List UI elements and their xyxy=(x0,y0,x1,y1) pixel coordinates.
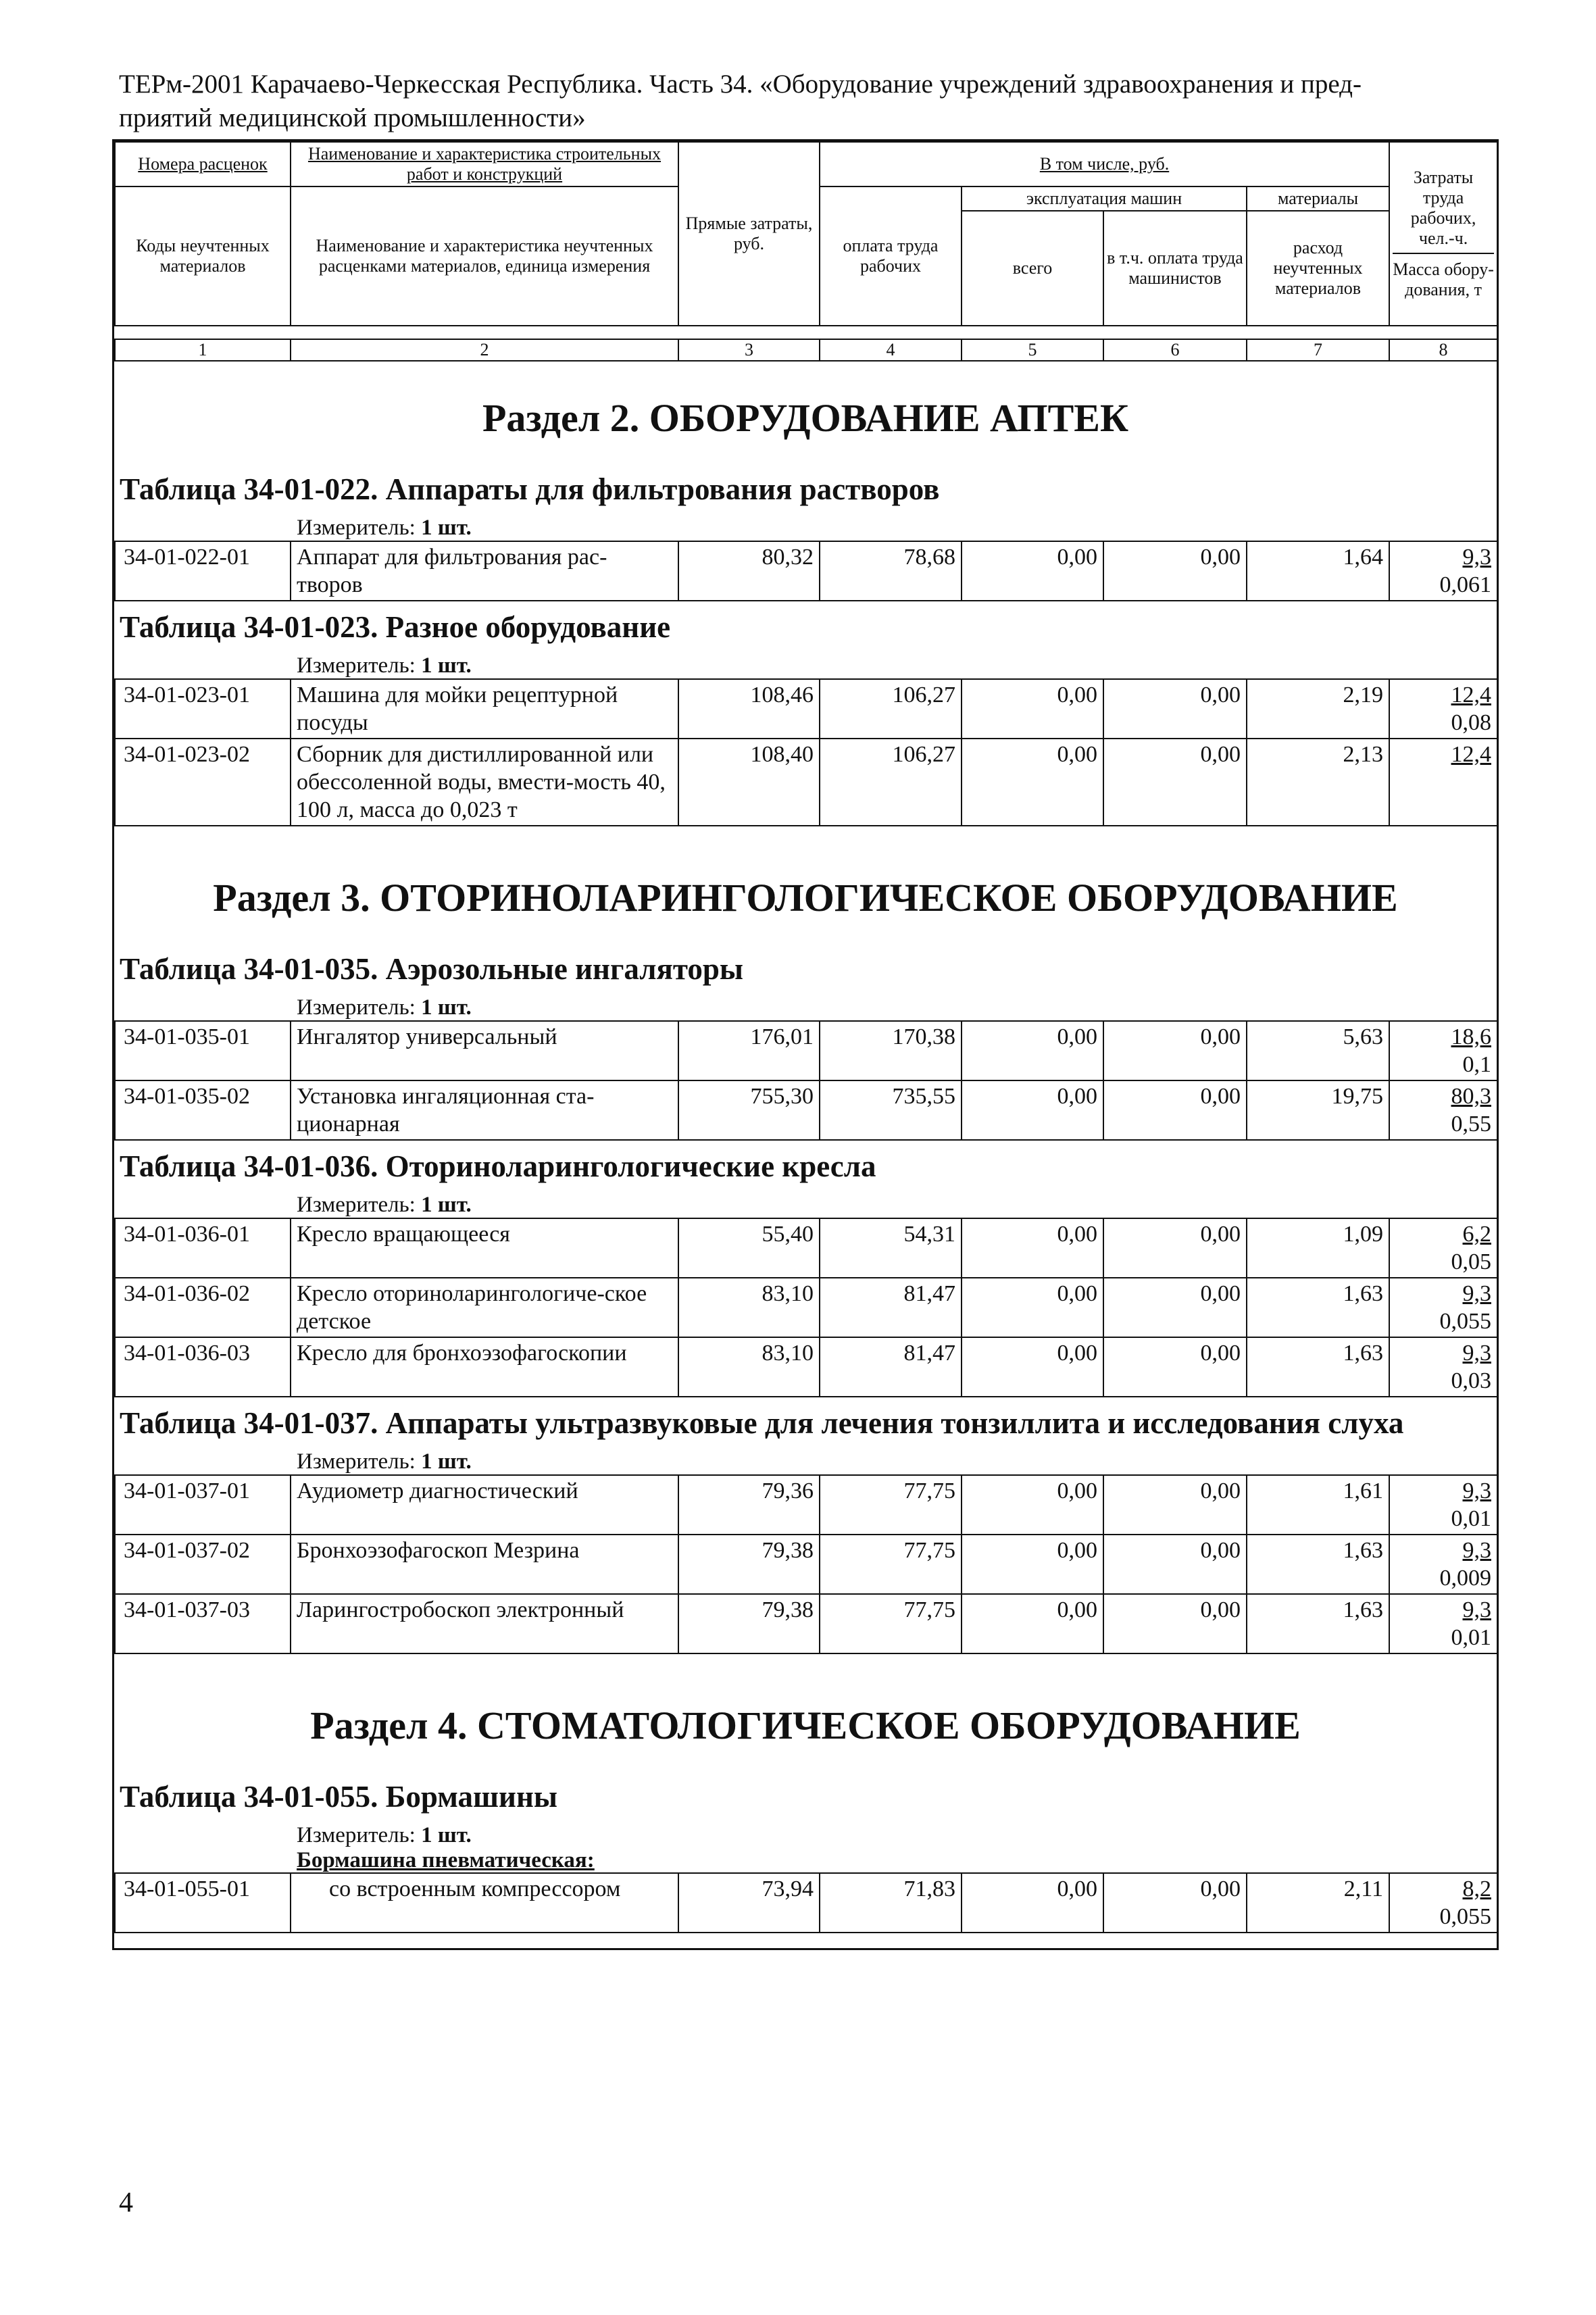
work-name: Бронхоэзофагоскоп Мезрина xyxy=(291,1535,678,1594)
cost-mat: 2,11 xyxy=(1247,1873,1389,1933)
rates-table xyxy=(114,1218,1498,1397)
cost-mach-wage: 0,00 xyxy=(1103,1337,1247,1397)
cost-mat: 1,09 xyxy=(1247,1218,1389,1278)
equipment-mass: 0,01 xyxy=(1451,1625,1491,1650)
cost-wage: 77,75 xyxy=(820,1475,962,1535)
cost-mat: 5,63 xyxy=(1247,1021,1389,1080)
cost-direct: 80,32 xyxy=(678,541,820,601)
rate-code: 34-01-037-01 xyxy=(115,1475,291,1535)
wage-header: оплата труда рабочих xyxy=(820,186,962,326)
measure-label: Измеритель: xyxy=(297,1193,416,1217)
section-title: Раздел 4. СТОМАТОЛОГИЧЕСКОЕ ОБОРУДОВАНИЕ xyxy=(310,1703,1301,1747)
cost-direct: 83,10 xyxy=(678,1278,820,1337)
rates-table xyxy=(114,1474,1498,1654)
rate-code: 34-01-036-02 xyxy=(115,1278,291,1337)
labor-costs: 9,3 xyxy=(1462,1281,1491,1306)
cost-mach: 0,00 xyxy=(962,1594,1103,1653)
column-numbers-row xyxy=(115,339,1497,361)
cost-direct: 755,30 xyxy=(678,1080,820,1140)
measure-label: Измеритель: xyxy=(297,995,416,1020)
column-number: 4 xyxy=(820,339,962,361)
measure-unit xyxy=(114,1446,1497,1474)
column-number: 8 xyxy=(1389,339,1497,361)
labor-costs: 12,4 xyxy=(1451,682,1491,707)
work-name: Машина для мойки рецептурной посуды xyxy=(291,679,678,739)
table-title: Таблица 34-01-037. Аппараты ультразвуковые для лечения тонзиллита и исследования слуха xyxy=(120,1406,1404,1440)
column-number: 1 xyxy=(115,339,291,361)
table-title: Таблица 34-01-023. Разное оборудование xyxy=(120,610,671,644)
direct-costs-header: Прямые затраты, руб. xyxy=(678,142,820,326)
labor-costs-header: Затраты труда рабочих, чел.-ч. xyxy=(1393,168,1494,254)
labor-mass-cell xyxy=(1389,1535,1497,1594)
work-name: Кресло для бронхоэзофагоскопии xyxy=(291,1337,678,1397)
cost-mach-wage: 0,00 xyxy=(1103,1535,1247,1594)
table-row xyxy=(115,1535,1497,1594)
labor-mass-cell xyxy=(1389,739,1497,826)
labor-costs: 80,3 xyxy=(1451,1084,1491,1109)
rates-table-frame xyxy=(112,139,1499,1950)
header-line-1: ТЕРм-2001 Карачаево-Черкесская Республика. Часть 34. «Оборудование учреждений здравоохранения и пред- xyxy=(119,70,1362,99)
cost-mat: 1,64 xyxy=(1247,541,1389,601)
work-name: Аудиометр диагностический xyxy=(291,1475,678,1535)
labor-costs: 9,3 xyxy=(1462,1597,1491,1622)
labor-costs: 9,3 xyxy=(1462,1341,1491,1366)
cost-direct: 83,10 xyxy=(678,1337,820,1397)
labor-costs: 18,6 xyxy=(1451,1024,1491,1049)
work-name: Аппарат для фильтрования рас-творов xyxy=(291,541,678,601)
cost-mat: 1,63 xyxy=(1247,1337,1389,1397)
work-name: Кресло оториноларингологиче-ское детское xyxy=(291,1278,678,1337)
cost-mach-wage: 0,00 xyxy=(1103,679,1247,739)
cost-mat: 2,19 xyxy=(1247,679,1389,739)
rate-code: 34-01-036-03 xyxy=(115,1337,291,1397)
equipment-mass: 0,061 xyxy=(1439,572,1491,597)
measure-value: 1 шт. xyxy=(421,1449,472,1474)
cost-mat: 1,63 xyxy=(1247,1278,1389,1337)
equipment-mass-header: Масса обору-дования, т xyxy=(1393,259,1494,299)
cost-mach: 0,00 xyxy=(962,1535,1103,1594)
col2-bottom-header: Наименование и характеристика неучтенных расценками материалов, единица измерения xyxy=(291,186,678,326)
cost-direct: 79,36 xyxy=(678,1475,820,1535)
column-number: 5 xyxy=(962,339,1103,361)
work-name: Кресло вращающееся xyxy=(291,1218,678,1278)
rate-code: 34-01-023-01 xyxy=(115,679,291,739)
measure-unit xyxy=(114,1820,1497,1848)
equipment-mass: 0,05 xyxy=(1451,1249,1491,1274)
cost-mach-wage: 0,00 xyxy=(1103,1021,1247,1080)
measure-unit xyxy=(114,512,1497,541)
cost-mat: 1,61 xyxy=(1247,1475,1389,1535)
equipment-mass: 0,009 xyxy=(1439,1566,1491,1591)
cost-mach: 0,00 xyxy=(962,1278,1103,1337)
cost-mach-wage: 0,00 xyxy=(1103,1873,1247,1933)
equipment-mass: 0,1 xyxy=(1462,1052,1491,1077)
measure-label: Измеритель: xyxy=(297,1449,416,1474)
labor-mass-cell xyxy=(1389,1873,1497,1933)
rate-code: 34-01-037-02 xyxy=(115,1535,291,1594)
rate-code: 34-01-055-01 xyxy=(115,1873,291,1933)
column-header-table xyxy=(114,141,1498,362)
cost-mat: 19,75 xyxy=(1247,1080,1389,1140)
section-title: Раздел 2. ОБОРУДОВАНИЕ АПТЕК xyxy=(482,396,1128,440)
col2-top-header: Наименование и характеристика строительных работ и конструкций xyxy=(291,142,678,186)
column-number: 3 xyxy=(678,339,820,361)
cost-direct: 73,94 xyxy=(678,1873,820,1933)
cost-mach-wage: 0,00 xyxy=(1103,1080,1247,1140)
measure-unit xyxy=(114,992,1497,1020)
labor-costs: 9,3 xyxy=(1462,545,1491,570)
cost-mach-wage: 0,00 xyxy=(1103,1218,1247,1278)
col1-bottom-header: Коды неучтенных материалов xyxy=(115,186,291,326)
labor-mass-cell xyxy=(1389,1337,1497,1397)
measure-label: Измеритель: xyxy=(297,653,416,678)
equipment-mass: 0,055 xyxy=(1439,1309,1491,1334)
cost-mach: 0,00 xyxy=(962,1080,1103,1140)
page-number: 4 xyxy=(119,2187,133,2218)
cost-wage: 78,68 xyxy=(820,541,962,601)
labor-costs: 12,4 xyxy=(1451,742,1491,767)
table-title: Таблица 34-01-035. Аэрозольные ингаляторы xyxy=(120,952,744,986)
table-row xyxy=(115,1594,1497,1653)
work-name: Ларингостробоскоп электронный xyxy=(291,1594,678,1653)
measure-value: 1 шт. xyxy=(421,1193,472,1217)
header-line-2: приятий медицинской промышленности» xyxy=(119,103,586,132)
cost-wage: 106,27 xyxy=(820,739,962,826)
work-name: со встроенным компрессором xyxy=(291,1873,678,1933)
cost-direct: 108,40 xyxy=(678,739,820,826)
measure-unit xyxy=(114,1189,1497,1218)
measure-value: 1 шт. xyxy=(421,653,472,678)
cost-mach: 0,00 xyxy=(962,739,1103,826)
cost-wage: 106,27 xyxy=(820,679,962,739)
cost-wage: 71,83 xyxy=(820,1873,962,1933)
rates-table xyxy=(114,541,1498,601)
rate-code: 34-01-035-02 xyxy=(115,1080,291,1140)
labor-mass-cell xyxy=(1389,1475,1497,1535)
equipment-mass: 0,03 xyxy=(1451,1368,1491,1393)
cost-wage: 170,38 xyxy=(820,1021,962,1080)
cost-wage: 54,31 xyxy=(820,1218,962,1278)
cost-mat: 1,63 xyxy=(1247,1594,1389,1653)
cost-mach-wage: 0,00 xyxy=(1103,1278,1247,1337)
rate-code: 34-01-036-01 xyxy=(115,1218,291,1278)
labor-mass-cell xyxy=(1389,1594,1497,1653)
cost-mach: 0,00 xyxy=(962,1218,1103,1278)
materials-header: материалы xyxy=(1247,186,1389,211)
table-row xyxy=(115,1873,1497,1933)
column-number: 6 xyxy=(1103,339,1247,361)
table-title: Таблица 34-01-022. Аппараты для фильтрования растворов xyxy=(120,472,940,506)
column-number: 7 xyxy=(1247,339,1389,361)
cost-wage: 735,55 xyxy=(820,1080,962,1140)
work-name: Сборник для дистиллированной или обессоленной воды, вмести-мость 40, 100 л, масса до 0,023 т xyxy=(291,739,678,826)
measure-value: 1 шт. xyxy=(421,516,472,540)
column-number: 2 xyxy=(291,339,678,361)
equipment-mass: 0,055 xyxy=(1439,1904,1491,1929)
table-row xyxy=(115,1080,1497,1140)
cost-mach: 0,00 xyxy=(962,1475,1103,1535)
measure-value: 1 шт. xyxy=(421,995,472,1020)
cost-wage: 81,47 xyxy=(820,1278,962,1337)
section-title: Раздел 3. ОТОРИНОЛАРИНГОЛОГИЧЕСКОЕ ОБОРУДОВАНИЕ xyxy=(213,876,1398,920)
rate-code: 34-01-023-02 xyxy=(115,739,291,826)
cost-direct: 55,40 xyxy=(678,1218,820,1278)
table-row xyxy=(115,541,1497,601)
cost-mach-wage: 0,00 xyxy=(1103,541,1247,601)
cost-mach-wage: 0,00 xyxy=(1103,1475,1247,1535)
labor-mass-cell xyxy=(1389,1021,1497,1080)
cost-direct: 79,38 xyxy=(678,1535,820,1594)
cost-mat: 2,13 xyxy=(1247,739,1389,826)
table-body xyxy=(114,362,1497,1948)
labor-mass-cell xyxy=(1389,1080,1497,1140)
document-header xyxy=(119,68,1491,135)
labor-mass-cell xyxy=(1389,1218,1497,1278)
measure-unit xyxy=(114,650,1497,678)
cost-mach-wage: 0,00 xyxy=(1103,739,1247,826)
cost-mach: 0,00 xyxy=(962,1873,1103,1933)
table-title: Таблица 34-01-036. Оториноларингологические кресла xyxy=(120,1149,876,1183)
labor-costs: 9,3 xyxy=(1462,1478,1491,1503)
machines-header: эксплуатация машин xyxy=(962,186,1247,211)
operator-wage-header: в т.ч. оплата труда машинистов xyxy=(1103,211,1247,326)
equipment-mass: 0,55 xyxy=(1451,1112,1491,1137)
labor-mass-cell xyxy=(1389,1278,1497,1337)
table-row xyxy=(115,679,1497,739)
rates-table xyxy=(114,678,1498,826)
rates-table xyxy=(114,1020,1498,1141)
work-name: Установка ингаляционная ста-ционарная xyxy=(291,1080,678,1140)
col1-top-header: Номера расценок xyxy=(115,142,291,186)
measure-label: Измеритель: xyxy=(297,1823,416,1847)
equipment-mass: 0,01 xyxy=(1451,1506,1491,1531)
cost-mat: 1,63 xyxy=(1247,1535,1389,1594)
cost-mach: 0,00 xyxy=(962,1021,1103,1080)
cost-mach: 0,00 xyxy=(962,1337,1103,1397)
rate-code: 34-01-022-01 xyxy=(115,541,291,601)
table-row xyxy=(115,1021,1497,1080)
labor-mass-cell xyxy=(1389,541,1497,601)
cost-wage: 81,47 xyxy=(820,1337,962,1397)
measure-value: 1 шт. xyxy=(421,1823,472,1847)
table-row xyxy=(115,1218,1497,1278)
rates-table xyxy=(114,1872,1498,1933)
cost-wage: 77,75 xyxy=(820,1535,962,1594)
cost-mach: 0,00 xyxy=(962,679,1103,739)
unaccounted-materials-header: расход неучтенных материалов xyxy=(1247,211,1389,326)
rate-code: 34-01-035-01 xyxy=(115,1021,291,1080)
labor-costs: 6,2 xyxy=(1462,1222,1491,1247)
equipment-mass: 0,08 xyxy=(1451,710,1491,735)
table-row xyxy=(115,1337,1497,1397)
table-title: Таблица 34-01-055. Бормашины xyxy=(120,1780,558,1814)
machines-total-header: всего xyxy=(962,211,1103,326)
col8-header xyxy=(1389,142,1497,326)
cost-direct: 108,46 xyxy=(678,679,820,739)
labor-mass-cell xyxy=(1389,679,1497,739)
rate-code: 34-01-037-03 xyxy=(115,1594,291,1653)
cost-direct: 79,38 xyxy=(678,1594,820,1653)
cost-mach-wage: 0,00 xyxy=(1103,1594,1247,1653)
labor-costs: 9,3 xyxy=(1462,1538,1491,1563)
measure-label: Измеритель: xyxy=(297,516,416,540)
table-row xyxy=(115,1278,1497,1337)
subheading: Бормашина пневматическая: xyxy=(297,1848,595,1872)
work-name: Ингалятор универсальный xyxy=(291,1021,678,1080)
table-row xyxy=(115,739,1497,826)
cost-direct: 176,01 xyxy=(678,1021,820,1080)
cost-wage: 77,75 xyxy=(820,1594,962,1653)
incl-header: В том числе, руб. xyxy=(820,142,1389,186)
labor-costs: 8,2 xyxy=(1462,1876,1491,1901)
cost-mach: 0,00 xyxy=(962,541,1103,601)
table-row xyxy=(115,1475,1497,1535)
